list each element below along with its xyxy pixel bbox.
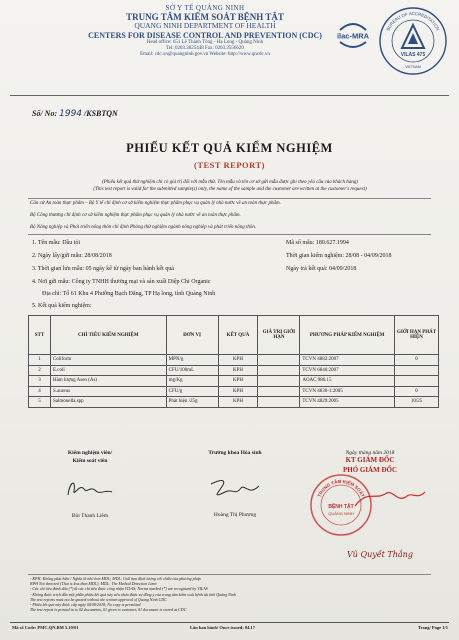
center-name-vi: TRUNG TÂM KIỂM SOÁT BỆNH TẬT	[126, 12, 284, 23]
tester-title-2: Kiểm soát viên	[72, 457, 108, 464]
basis-line-2: Bộ Công thương chỉ định cơ sở kiểm nghiệm thực phẩm phục vụ quản lý nhà nước về an toàn thực phẩm.	[30, 213, 241, 218]
issue-date: Ngày trả kết quả: 04/09/2018	[286, 266, 357, 272]
col-limit: GIÁ TRỊ GIỚI HẠN	[258, 316, 300, 355]
header-divider	[10, 95, 449, 96]
received-date: 2. Ngày lấy/gửi mẫu: 28/08/2018	[32, 253, 112, 259]
table-header-row	[29, 316, 439, 355]
cell-detection	[395, 365, 439, 376]
document-number	[32, 109, 118, 119]
validity-note-en: (This test report is valid for the submitted sample(s) only, the name of the sample and the customer are written at the customer's request)	[93, 187, 367, 192]
contact-line: Tel: 0203.3825448 Fax: 0203.3556620	[166, 45, 244, 51]
ilac-text: ilac-MRA	[336, 31, 370, 41]
sample-name: 1. Tên mẫu: Dầu tỏi	[32, 240, 81, 246]
page-subtitle: (TEST REPORT)	[194, 160, 265, 170]
cell-unit: CFU/g	[166, 386, 218, 397]
head-signature-block	[185, 450, 285, 518]
number-value: 1994	[59, 109, 83, 119]
department-en: QUANG NINH DEPARTMENT OF HEALTH	[134, 21, 276, 31]
table-row	[29, 386, 439, 397]
cell-criteria: Salmonella.spp	[50, 397, 166, 408]
test-period: Thời gian kiểm nghiệm: 28/08 - 04/09/2018	[286, 253, 392, 259]
cell-unit: CFU/100mL	[166, 365, 218, 376]
vilas-logo	[378, 6, 448, 76]
director-signature-block	[305, 450, 435, 559]
basis-divider-top	[28, 198, 431, 199]
page-title: PHIẾU KẾT QUẢ KIỂM NGHIỆM	[126, 141, 333, 155]
cell-unit: mg/Kg	[166, 376, 218, 387]
tester-signature-block	[40, 450, 140, 519]
basis-divider-bottom	[28, 234, 431, 235]
tester-signature	[60, 473, 120, 503]
cell-method: AOAC 986.15	[300, 376, 395, 387]
form-code: Mã số Code: PMC.QN.BM 5.10/01	[12, 625, 79, 630]
footnote-line: KPH Not detected (That is less than MDL); MDL: The Method Detection Limit	[30, 581, 157, 587]
footnote-line: - Không được trích dẫn một phần phiếu kết quả này nếu chưa được sự đồng ý của trung tâm kiểm soát bệnh tật tỉnh Quảng Ninh	[30, 591, 236, 597]
cell-unit: MPN/g	[166, 355, 218, 366]
cell-stt: 2	[29, 365, 51, 376]
head-name: Hoàng Thị Phượng	[213, 511, 257, 518]
cell-unit: Phát hiện /25g	[166, 397, 218, 408]
issue-info: Lần ban hành/ Once issued: 04.17	[190, 625, 256, 630]
cell-stt: 4	[29, 386, 51, 397]
cell-method: TCVN 4882:2007	[300, 355, 395, 366]
stamp-top-text: TRUNG TÂM KIỂM SOÁT	[316, 478, 366, 498]
col-criteria: CHỈ TIÊU KIỂM NGHIỆM	[50, 316, 166, 355]
cell-method: TCVN 6846:2007	[300, 365, 395, 376]
footnote-line: - Phiếu kết quả này được cấp ngày 04/09/2018; No copy is permitted	[30, 601, 141, 607]
footnote-line: The test reports must not be quoted without the written approval of Quang Ninh CDC	[30, 596, 167, 602]
page-number: Trang/ Page 1/1	[417, 625, 448, 630]
col-method: PHƯƠNG PHÁP KIỂM NGHIỆM	[300, 316, 395, 355]
sample-code: Mã số mẫu: 180.627.1994	[286, 240, 349, 246]
cell-limit	[258, 386, 300, 397]
validity-note-vi: (Phiếu kết quả thử nghiệm chỉ có giá trị đối với mẫu thử. Tên mẫu và tên cơ sở gửi mẫu được ghi theo yêu cầu của khách hàng)	[102, 180, 358, 185]
vilas-country: VIETNAM	[405, 65, 421, 69]
results-label: 5. Kết quả kiểm nghiệm:	[32, 303, 92, 309]
footnote-line: The test report is printed in to 02 documents, 01 given to customer, 01 document is stored at CDC	[30, 607, 187, 613]
cell-result: KPH	[218, 355, 258, 366]
table-row	[29, 365, 439, 376]
director-name: Vũ Quyết Thắng	[347, 550, 413, 559]
col-detection: GIỚI HẠN PHÁT HIỆN	[395, 316, 439, 355]
number-suffix: /KSBTQN	[84, 109, 118, 118]
stamp-bot-text: QUẢNG NINH	[328, 511, 354, 516]
cell-result: KPH	[218, 365, 258, 376]
cell-criteria: Coliform	[50, 355, 166, 366]
cell-result: KPH	[218, 397, 258, 408]
cell-result: KPH	[218, 386, 258, 397]
director-subtitle: PHÓ GIÁM ĐỐC	[342, 465, 398, 474]
cell-limit	[258, 355, 300, 366]
center-name-en: CENTERS FOR DISEASE CONTROL AND PREVENTION (CDC)	[88, 31, 322, 41]
issuer-header	[70, 4, 340, 57]
director-date: Ngày tháng năm 2018	[345, 450, 395, 456]
cell-method: TCVN 4829:2005	[300, 397, 395, 408]
table-row	[29, 355, 439, 366]
cell-stt: 1	[29, 355, 51, 366]
col-result: KẾT QUẢ	[218, 316, 258, 355]
ilac-mra-logo	[336, 20, 370, 50]
cell-detection	[395, 376, 439, 387]
cell-detection: 10/25	[395, 397, 439, 408]
footnotes	[30, 576, 435, 612]
footnote-line: - KPH: Không phát hiện / Nghĩa là nhỏ hơn MDL; MDL: Giới hạn định lượng với chiều của phương pháp	[30, 576, 201, 581]
table-row	[29, 397, 439, 408]
head-title: Trưởng khoa Hóa sinh	[208, 450, 262, 456]
vilas-ring-text: BUREAU OF ACCREDITATION	[385, 10, 441, 32]
cell-limit	[258, 365, 300, 376]
official-stamp	[305, 470, 435, 540]
bottom-divider	[10, 622, 449, 623]
tester-name: Bùi Thanh Liêm	[71, 513, 109, 520]
cell-detection: 0	[395, 355, 439, 366]
sender-address: Địa chỉ: Tổ 61 Khu 4 Phường Bạch Đằng, TP Hạ long, tỉnh Quảng Ninh	[42, 291, 216, 297]
col-stt: STT	[29, 316, 51, 355]
cell-stt: 5	[29, 397, 51, 408]
cell-criteria: S.aureus	[50, 386, 166, 397]
cell-criteria: Hàm lượng Asen (As)	[50, 376, 166, 387]
cell-limit	[258, 376, 300, 387]
results-table	[28, 315, 439, 408]
table-row	[29, 376, 439, 387]
tester-title: Kiểm nghiệm viên/	[67, 450, 113, 456]
cell-criteria: E.coli	[50, 365, 166, 376]
number-label: Số/ No:	[32, 109, 58, 118]
department-vi: SỞ Y TẾ QUẢNG NINH	[165, 4, 245, 12]
director-title: KT GIÁM ĐỐC	[345, 456, 395, 464]
address-line: Head office: 651 Lê Thánh Tông - Hạ Long - Quảng Ninh	[146, 40, 264, 46]
cell-stt: 3	[29, 376, 51, 387]
stamp-mid-text: BỆNH TẬT	[328, 504, 354, 510]
footnote-divider	[28, 574, 431, 575]
storage-time: 3. Thời gian lưu mẫu: 05 ngày kể từ ngày ban hành kết quả	[32, 266, 174, 272]
col-unit: ĐƠN VỊ	[166, 316, 218, 355]
footnote-line: - Các chỉ tiêu đánh dấu (*) là các chỉ tiêu được công nhận VILAS; Norms marked (*) are recognized by VILAS	[30, 586, 208, 592]
basis-line-3: Bộ Nông nghiệp và Phát triển nông thôn chỉ định Phòng thử nghiệm ngành nông nghiệp và phát triển nông thôn.	[30, 225, 257, 230]
basis-line-1: Căn cứ An toàn thực phẩm – Bộ Y tế chỉ định cơ sở kiểm nghiệm thực phẩm phục vụ quản lý nhà nước về an toàn thực phẩm.	[30, 201, 281, 206]
cell-result: KPH	[218, 376, 258, 387]
web-line: Email: cdc.xn@quangninh.gov.vn Website: http://www.qncdc.vn	[140, 51, 270, 57]
cell-detection: 0	[395, 386, 439, 397]
head-signature	[205, 474, 265, 504]
sender: 4. Nơi gửi mẫu: Công ty TNHH thương mại và sản xuất Diệp Chi Organic	[32, 279, 211, 285]
cell-limit	[258, 397, 300, 408]
vilas-code: VILAS 475	[400, 52, 426, 58]
cell-method: TCVN 4830-1:2005	[300, 386, 395, 397]
